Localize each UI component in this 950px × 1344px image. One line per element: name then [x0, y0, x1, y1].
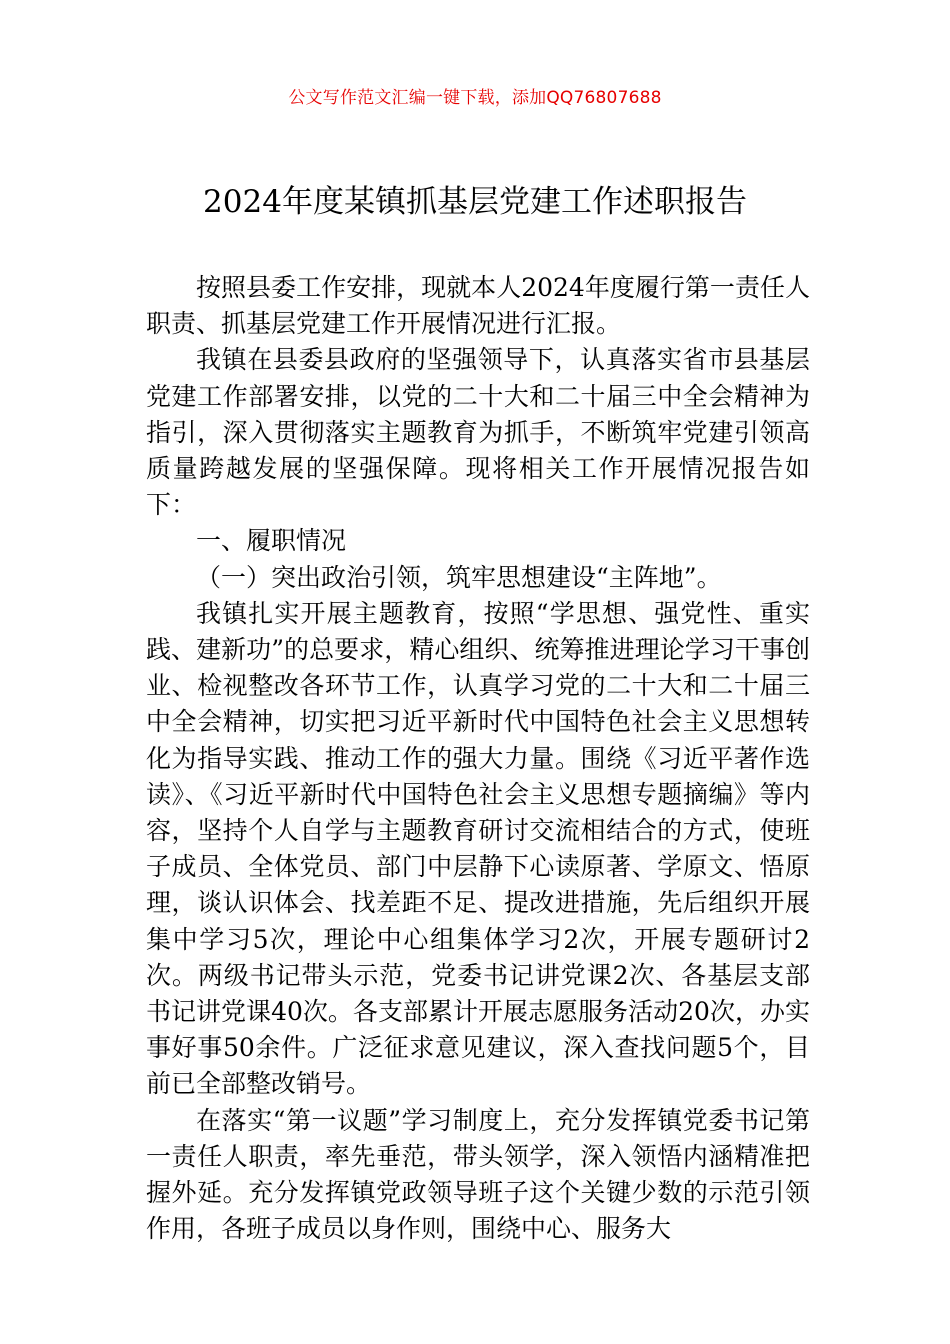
paragraph-intro: 按照县委工作安排，现就本人2024年度履行第一责任人职责、抓基层党建工作开展情况进行汇报。 [146, 273, 810, 339]
section-heading: 一、履职情况 [196, 526, 347, 556]
report-body [146, 270, 810, 1247]
report-title: 2024年度某镇抓基层党建工作述职报告 [203, 184, 747, 220]
paragraph-overview: 我镇在县委县政府的坚强领导下，认真落实省市县基层党建工作部署安排，以党的二十大和二十届三中全会精神为指引，深入贯彻落实主题教育为抓手，不断筑牢党建引领高质量跨越发展的坚强保障。现将相关工作开展情况报告如下： [146, 345, 810, 520]
download-banner: 公文写作范文汇编一键下载，添加QQ76807688 [288, 88, 662, 108]
paragraph-first-agenda: 在落实“第一议题”学习制度上，充分发挥镇党委书记第一责任人职责，率先垂范，带头领学，深入领悟内涵精准把握外延。充分发挥镇党政领导班子这个关键少数的示范引领作用，各班子成员以身作则，围绕中心、服务大 [146, 1105, 810, 1244]
paragraph-theme-education: 我镇扎实开展主题教育，按照“学思想、强党性、重实践、建新功”的总要求，精心组织、统筹推进理论学习干事创业、检视整改各环节工作，认真学习党的二十大和二十届三中全会精神，切实把习近平新时代中国特色社会主义思想转化为指导实践、推动工作的强大力量。围绕《习近平著作选读》、《习近平新时代中国特色社会主义思想专题摘编》等内容，坚持个人自学与主题教育研讨交流相结合的方式，使班子成员、全体党员、部门中层静下心读原著、学原文、悟原理，谈认识体会、找差距不足、提改进措施，先后组织开展集中学习5次，理论中心组集体学习2次，开展专题研讨2次。两级书记带头示范，党委书记讲党课2次、各基层支部书记讲党课40次。各支部累计开展志愿服务活动20次，办实事好事50余件。广泛征求意见建议，深入查找问题5个，目前已全部整改销号。 [146, 598, 810, 1099]
subsection-heading: （一）突出政治引领，筑牢思想建设“主阵地”。 [196, 562, 722, 592]
